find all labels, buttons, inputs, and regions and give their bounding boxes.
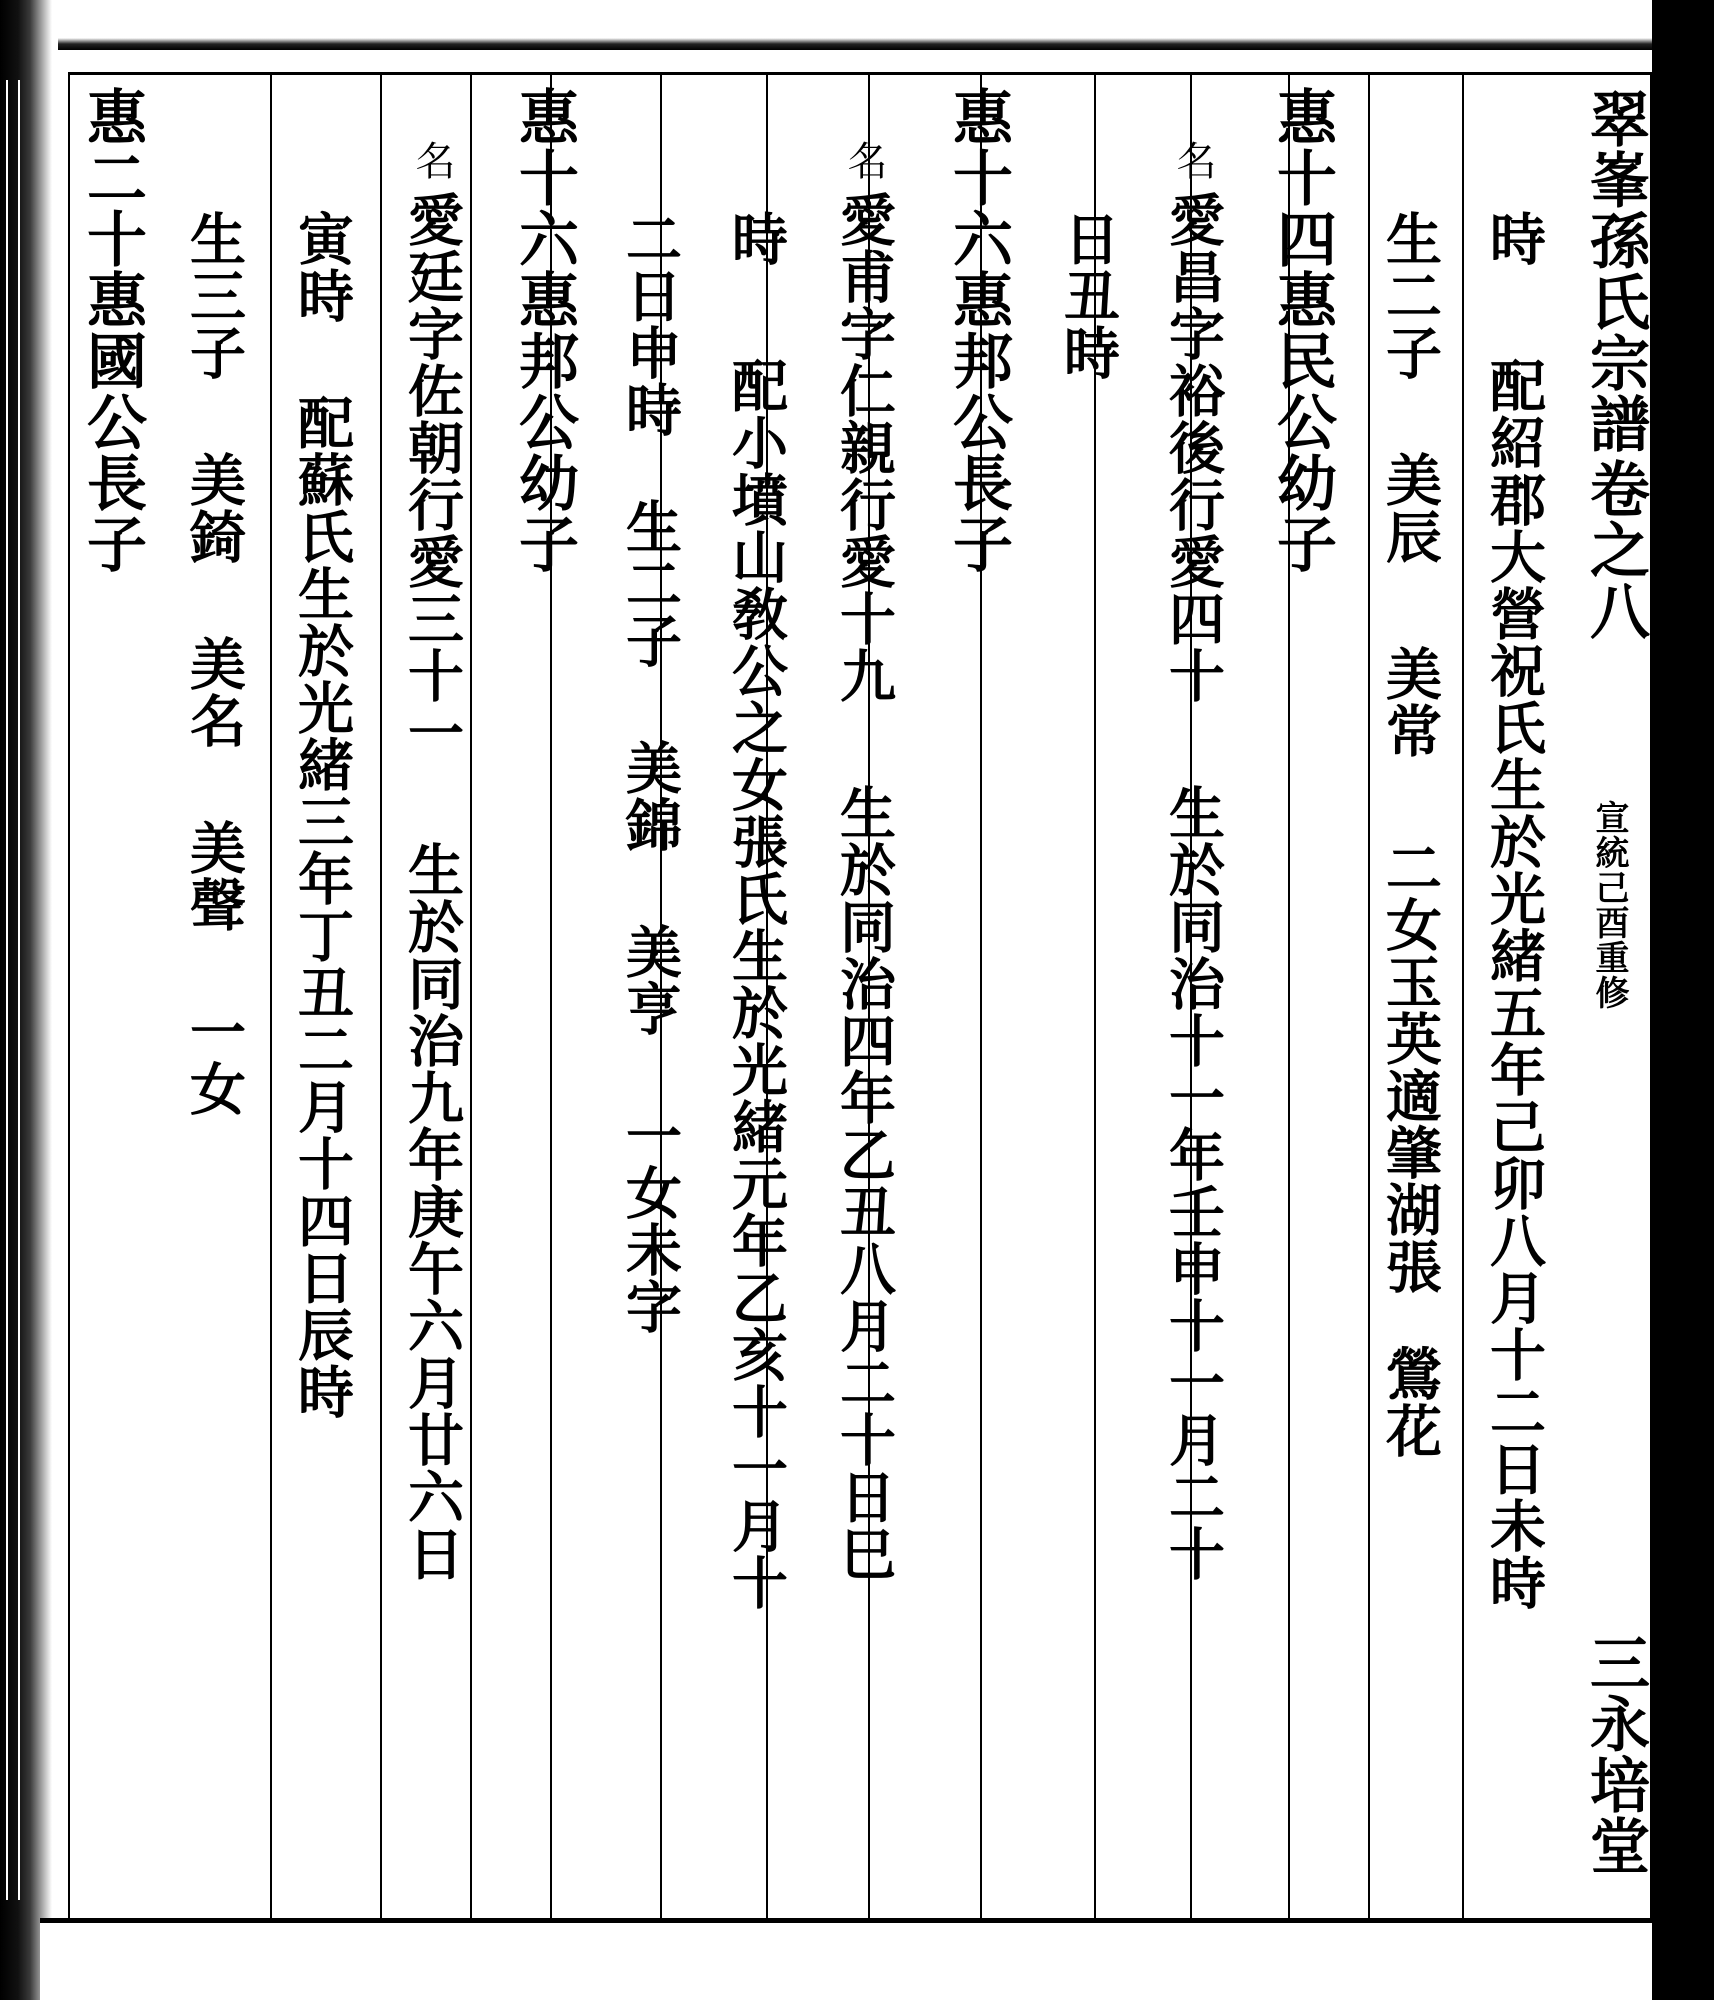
text-column-2: 生二子美辰美常二女玉英適肇湖張鶯花 (1377, 210, 1443, 1459)
scan-bottom-edge (40, 1918, 1652, 2005)
text-column-4: 名愛昌字裕後行愛四十生於同治十一年壬申十一月二十 (1160, 140, 1226, 1582)
margin-hall: 三永培堂 (1580, 1632, 1650, 1876)
text-column-7: 名愛甫字仁親行愛十九生於同治四年乙丑八月二十日巳 (831, 140, 897, 1582)
text-column-9: 二日申時生二子美錦美亨一女未字 (617, 210, 683, 1335)
heading-hui14: 惠十四惠民公幼子 (1267, 86, 1337, 574)
scan-left-edge (0, 0, 58, 2000)
heading-hui16-youngest: 惠十六惠邦公幼子 (509, 86, 579, 574)
margin-volume: 卷之八 (1580, 458, 1650, 641)
margin-title: 翠峯孫氏宗譜 (1580, 88, 1650, 454)
heading-hui16-eldest: 惠十六惠邦公長子 (943, 86, 1013, 574)
margin-edition: 宣統己酉重修 (1589, 800, 1629, 1010)
heading-hui20: 惠二十惠國公長子 (77, 86, 147, 574)
text-column-5: 日丑時 (1055, 210, 1121, 381)
text-column-12: 寅時配蘇氏生於光緒三年丁丑二月十四日辰時 (289, 210, 355, 1420)
text-column-13: 生三子美錡美名美聲一女 (181, 210, 247, 1117)
text-column-8: 時配小墳山敎公之女張氏生於光緒元年乙亥十一月十 (723, 210, 789, 1611)
scan-right-edge (1652, 0, 1714, 2000)
text-column-1: 時配紹郡大營祝氏生於光緒五年己卯八月十二日未時 (1481, 210, 1547, 1611)
scan-top-band (58, 0, 1658, 50)
text-column-11: 名愛廷字佐朝行愛三十一生於同治九年庚午六月廿六日 (399, 140, 465, 1582)
